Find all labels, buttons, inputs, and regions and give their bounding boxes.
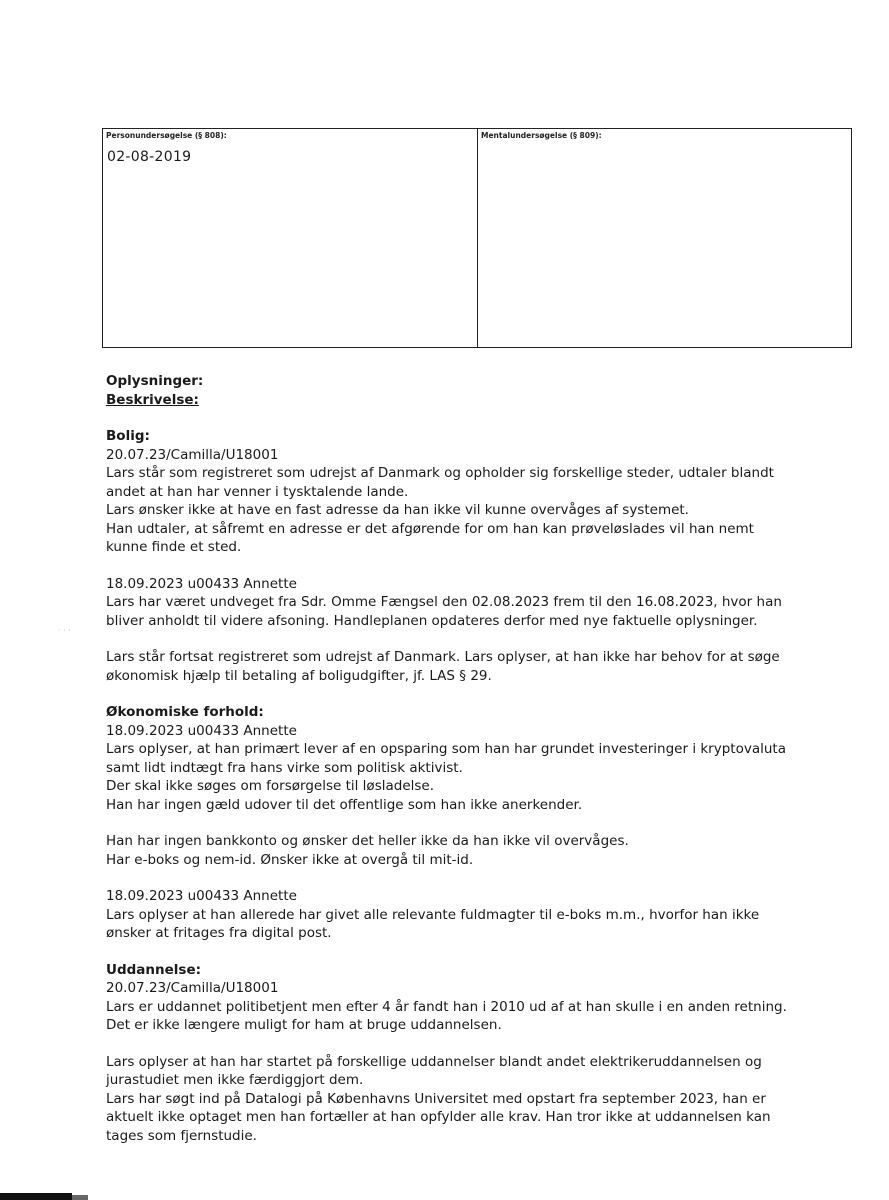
bolig-heading: Bolig: bbox=[106, 428, 150, 444]
mental-examination-cell bbox=[478, 129, 851, 347]
uddannelse-heading: Uddannelse: bbox=[106, 961, 201, 978]
person-examination-date: 02-08-2019 bbox=[107, 149, 192, 165]
bolig-entry1-p2: Lars ønsker ikke at have en fast adresse da han ikke vil kunne overvåges af systemet. bbox=[106, 502, 689, 518]
mental-examination-label: Mentalundersøgelse (§ 809): bbox=[481, 131, 602, 140]
okonomi-entry1-p2: Der skal ikke søges om forsørgelse til løsladelse. bbox=[106, 778, 435, 794]
okonomi-heading: Økonomiske forhold: bbox=[106, 704, 264, 720]
scan-edge-mark bbox=[0, 1193, 72, 1200]
okonomi-entry1-p3: Han har ingen gæld udover til det offentlige som han ikke anerkender. bbox=[106, 796, 583, 813]
person-examination-cell bbox=[103, 129, 478, 347]
beskrivelse-heading: Beskrivelse: bbox=[106, 391, 199, 408]
uddannelse-entry1-p1: Lars er uddannet politibetjent men efter 4 år fandt han i 2010 ud af at han skulle i en anden retning. Det er ikke længere muligt for ham at bruge uddannelsen. bbox=[106, 998, 787, 1033]
okonomi-entry1-meta: 18.09.2023 u00433 Annette bbox=[106, 722, 297, 739]
bolig-entry1-meta: 20.07.23/Camilla/U18001 bbox=[106, 446, 279, 463]
scan-edge-mark-secondary bbox=[72, 1195, 88, 1200]
bolig-entry1-p1: Lars står som registreret som udrejst af Danmark og opholder sig forskellige steder, udtaler blandt andet at han har venner i tysktalende lande. bbox=[106, 465, 774, 500]
okonomi-entry2-meta: 18.09.2023 u00433 Annette bbox=[106, 888, 297, 904]
scan-artifact: · · · bbox=[58, 626, 71, 635]
okonomi-entry1-p5: Har e-boks og nem-id. Ønsker ikke at overgå til mit-id. bbox=[106, 851, 474, 868]
person-examination-label: Personundersøgelse (§ 808): bbox=[106, 131, 227, 140]
bolig-entry1-p3: Han udtaler, at såfremt en adresse er det afgørende for om han kan prøveløslades vil han nemt kunne finde et sted. bbox=[106, 520, 754, 555]
uddannelse-entry1-p2: Lars oplyser at han har startet på forskellige uddannelser blandt andet elektrikeruddannelsen og jurastudiet men ikke færdiggjort dem. bbox=[106, 1053, 762, 1088]
bolig-entry2-meta: 18.09.2023 u00433 Annette bbox=[106, 575, 297, 592]
bolig-entry2-p2: Lars står fortsat registreret som udrejst af Danmark. Lars oplyser, at han ikke har behov for at søge økonomisk hjælp til betaling af boligudgifter, jf. LAS § 29. bbox=[106, 649, 780, 684]
okonomi-entry1-p1: Lars oplyser, at han primært lever af en opsparing som han har grundet investeringer i kryptovaluta samt lidt indtægt fra hans virke som politisk aktivist. bbox=[106, 741, 786, 776]
uddannelse-entry1-meta: 20.07.23/Camilla/U18001 bbox=[106, 980, 279, 996]
okonomi-entry2-p1: Lars oplyser at han allerede har givet alle relevante fuldmagter til e-boks m.m., hvorfor han ikke ønsker at fritages fra digital post. bbox=[106, 906, 760, 941]
oplysninger-heading: Oplysninger: bbox=[106, 373, 204, 389]
bolig-entry2-p1: Lars har været undveget fra Sdr. Omme Fængsel den 02.08.2023 frem til den 16.08.2023, hvor han bliver anholdt til videre afsoning. Handleplanen opdateres derfor med nye faktuelle oplysninger. bbox=[106, 594, 782, 629]
okonomi-entry1-p4: Han har ingen bankkonto og ønsker det heller ikke da han ikke vil overvåges. bbox=[106, 833, 629, 849]
examination-box bbox=[102, 128, 852, 348]
uddannelse-entry1-p3: Lars har søgt ind på Datalogi på Københavns Universitet med opstart fra september 2023, han er aktuelt ikke optaget men han fortæller at han opfylder alle krav. Han tror ikke at uddannelsen kan tages som fjernstudie. bbox=[106, 1090, 771, 1144]
document-body bbox=[106, 372, 796, 1145]
